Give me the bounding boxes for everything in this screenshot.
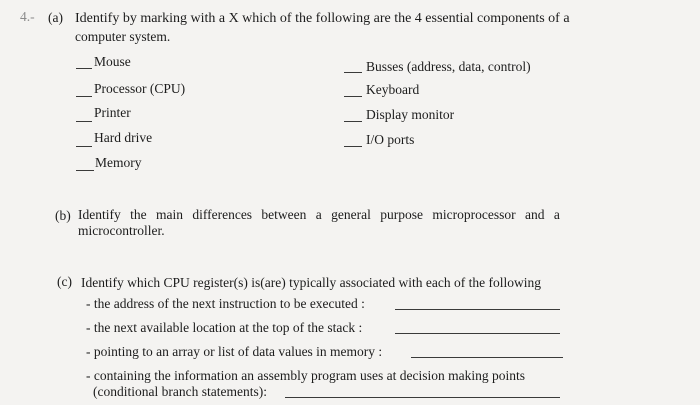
part-b-line1: Identify the main differences between a general purpose microprocessor and a xyxy=(78,207,560,222)
register-item-stack-top: - the next available location at the top of the stack : xyxy=(86,320,363,335)
mark-blank-io-ports[interactable] xyxy=(344,146,362,147)
part-b-label: (b) xyxy=(55,208,71,223)
answer-line-array-pointer[interactable] xyxy=(411,357,563,358)
option-mouse: Mouse xyxy=(94,54,131,69)
mark-blank-keyboard[interactable] xyxy=(344,96,362,97)
register-item-decision-points-line2: (conditional branch statements): xyxy=(93,384,267,399)
part-c-label: (c) xyxy=(57,274,72,289)
part-b-line2: microcontroller. xyxy=(78,223,165,238)
answer-line-stack-top[interactable] xyxy=(395,333,560,334)
mark-blank-processor[interactable] xyxy=(76,96,92,97)
part-c-prompt: Identify which CPU register(s) is(are) typically associated with each of the following xyxy=(81,275,541,290)
register-item-array-pointer: - pointing to an array or list of data values in memory : xyxy=(86,344,383,359)
answer-line-next-instruction[interactable] xyxy=(395,309,560,310)
mark-blank-display[interactable] xyxy=(344,121,362,122)
option-io-ports: I/O ports xyxy=(366,132,415,147)
option-keyboard: Keyboard xyxy=(366,82,420,97)
mark-blank-mouse[interactable] xyxy=(76,68,92,69)
part-a-prompt-line2: computer system. xyxy=(75,29,171,44)
mark-blank-printer[interactable] xyxy=(76,121,92,122)
option-printer: Printer xyxy=(94,105,131,120)
part-a-label: (a) xyxy=(48,10,63,25)
option-processor: Processor (CPU) xyxy=(94,81,186,96)
answer-line-decision-points[interactable] xyxy=(285,397,560,398)
option-busses: Busses (address, data, control) xyxy=(366,59,531,74)
option-display-monitor: Display monitor xyxy=(366,107,455,122)
question-number: 4.- xyxy=(20,9,35,24)
option-memory: Memory xyxy=(95,155,142,170)
option-hard-drive: Hard drive xyxy=(94,130,153,145)
register-item-decision-points: - containing the information an assembly program uses at decision making points xyxy=(86,368,526,383)
mark-blank-hard-drive[interactable] xyxy=(76,146,92,147)
part-a-prompt-line1: Identify by marking with a X which of the following are the 4 essential components of a xyxy=(75,11,570,26)
mark-blank-busses[interactable] xyxy=(344,72,362,73)
register-item-next-instruction: - the address of the next instruction to be executed : xyxy=(86,296,365,311)
mark-blank-memory[interactable] xyxy=(76,170,94,171)
